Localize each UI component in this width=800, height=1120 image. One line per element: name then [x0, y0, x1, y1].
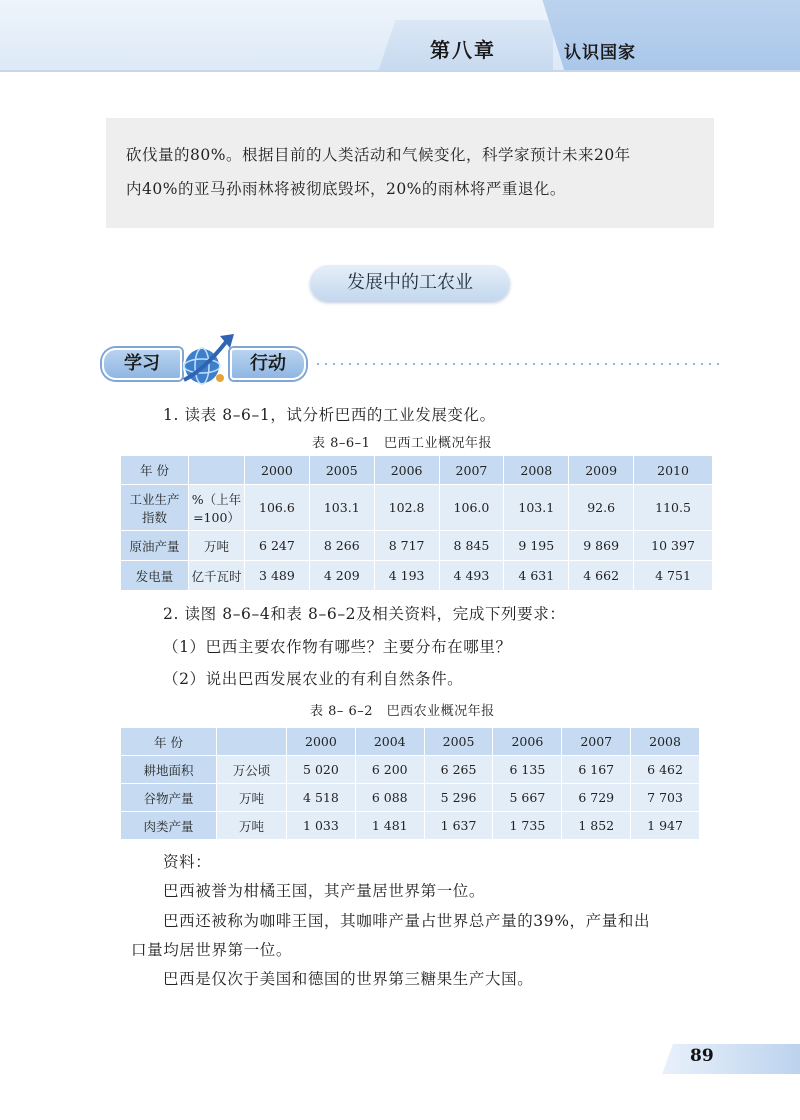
value-cell: 92.6: [569, 485, 634, 531]
value-cell: 103.1: [504, 485, 569, 531]
year-header: 年 份: [121, 456, 189, 485]
value-cell: 9 869: [569, 531, 634, 561]
year-cell: 2009: [569, 456, 634, 485]
year-cell: 2008: [504, 456, 569, 485]
table-row: [121, 812, 700, 840]
value-cell: 8 845: [439, 531, 504, 561]
value-cell: 4 209: [309, 561, 374, 591]
year-cell: 2006: [374, 456, 439, 485]
task-2-q1: （1）巴西主要农作物有哪些？主要分布在哪里？: [163, 638, 512, 656]
row-unit: [189, 485, 245, 531]
industry-table: [120, 455, 713, 591]
study-label: 学习: [102, 348, 182, 380]
value-cell: 6 088: [355, 784, 424, 812]
table-row: [121, 756, 700, 784]
page-number: 89: [690, 1046, 714, 1066]
row-unit: 万公顷: [217, 756, 287, 784]
year-cell: 2005: [309, 456, 374, 485]
row-unit: 亿千瓦时: [189, 561, 245, 591]
materials-p2-line2: 口量均居世界第一位。: [131, 941, 293, 959]
row-label: [121, 485, 189, 531]
year-cell: 2000: [245, 456, 310, 485]
row-label: 耕地面积: [121, 756, 217, 784]
value-cell: 4 631: [504, 561, 569, 591]
value-cell: 6 247: [245, 531, 310, 561]
value-cell: 6 200: [355, 756, 424, 784]
value-cell: 103.1: [309, 485, 374, 531]
value-cell: 3 489: [245, 561, 310, 591]
value-cell: 1 637: [424, 812, 493, 840]
row-unit: 万吨: [189, 531, 245, 561]
value-cell: 5 296: [424, 784, 493, 812]
value-cell: 7 703: [631, 784, 700, 812]
year-header: 年 份: [121, 728, 217, 756]
value-cell: 1 735: [493, 812, 562, 840]
year-cell: 2000: [287, 728, 356, 756]
row-unit-line: =100）: [193, 509, 240, 525]
header-divider: [0, 70, 800, 72]
year-cell: 2004: [355, 728, 424, 756]
year-cell: 2010: [634, 456, 713, 485]
table-header-row: [121, 728, 700, 756]
value-cell: 1 033: [287, 812, 356, 840]
row-label-line: 指数: [141, 509, 167, 525]
materials-p1: 巴西被誉为柑橘王国，其产量居世界第一位。: [163, 882, 486, 900]
value-cell: 8 266: [309, 531, 374, 561]
task-1: 1. 读表 8–6–1，试分析巴西的工业发展变化。: [163, 406, 496, 424]
year-cell: 2008: [631, 728, 700, 756]
row-label-line: 工业生产: [129, 491, 180, 507]
chapter-title: 认识国家: [564, 43, 636, 63]
study-action-banner: [102, 330, 722, 390]
value-cell: 106.6: [245, 485, 310, 531]
value-cell: 110.5: [634, 485, 713, 531]
row-unit-line: %（上年: [191, 491, 242, 507]
value-cell: 6 729: [562, 784, 631, 812]
section-title: 发展中的工农业: [310, 265, 510, 301]
year-cell: 2007: [439, 456, 504, 485]
value-cell: 4 493: [439, 561, 504, 591]
value-cell: 106.0: [439, 485, 504, 531]
table-row: [121, 531, 713, 561]
page-number-bar: [662, 1044, 800, 1074]
chapter-label: 第八章: [430, 38, 496, 62]
unit-header: [189, 456, 245, 485]
table-row: [121, 784, 700, 812]
value-cell: 8 717: [374, 531, 439, 561]
action-label: 行动: [230, 348, 306, 380]
value-cell: 4 751: [634, 561, 713, 591]
table-row: [121, 485, 713, 531]
intro-line-1: 砍伐量的80%。根据目前的人类活动和气候变化，科学家预计未来20年: [126, 146, 631, 164]
task-2-q2: （2）说出巴西发展农业的有利自然条件。: [163, 670, 464, 688]
intro-line-2: 内40%的亚马孙雨林将被彻底毁坏，20%的雨林将严重退化。: [126, 180, 566, 198]
value-cell: 6 167: [562, 756, 631, 784]
row-label: 原油产量: [121, 531, 189, 561]
row-unit: 万吨: [217, 784, 287, 812]
value-cell: 102.8: [374, 485, 439, 531]
value-cell: 4 662: [569, 561, 634, 591]
value-cell: 1 947: [631, 812, 700, 840]
title-tab: [520, 0, 800, 72]
table-row: [121, 561, 713, 591]
value-cell: 4 193: [374, 561, 439, 591]
materials-heading: 资料：: [163, 853, 212, 871]
agriculture-table: [120, 727, 700, 840]
value-cell: 4 518: [287, 784, 356, 812]
value-cell: 6 462: [631, 756, 700, 784]
row-label: 发电量: [121, 561, 189, 591]
page-header: [0, 0, 800, 78]
table-header-row: [121, 456, 713, 485]
value-cell: 1 852: [562, 812, 631, 840]
value-cell: 6 135: [493, 756, 562, 784]
row-label: 谷物产量: [121, 784, 217, 812]
year-cell: 2007: [562, 728, 631, 756]
globe-arrow-icon: [174, 330, 238, 390]
year-cell: 2005: [424, 728, 493, 756]
value-cell: 5 667: [493, 784, 562, 812]
value-cell: 1 481: [355, 812, 424, 840]
value-cell: 6 265: [424, 756, 493, 784]
table-1-caption: 表 8–6–1 巴西工业概况年报: [312, 436, 492, 451]
task-2: 2. 读图 8–6–4和表 8–6–2及相关资料，完成下列要求：: [163, 605, 566, 623]
materials-p2-line1: 巴西还被称为咖啡王国，其咖啡产量占世界总产量的39%，产量和出: [163, 912, 651, 930]
value-cell: 9 195: [504, 531, 569, 561]
row-unit: 万吨: [217, 812, 287, 840]
value-cell: 5 020: [287, 756, 356, 784]
row-label: 肉类产量: [121, 812, 217, 840]
unit-header: [217, 728, 287, 756]
dotted-rule: [314, 363, 722, 365]
year-cell: 2006: [493, 728, 562, 756]
materials-p3: 巴西是仅次于美国和德国的世界第三糖果生产大国。: [163, 970, 534, 988]
intro-box: [106, 118, 714, 228]
table-2-caption: 表 8– 6–2 巴西农业概况年报: [310, 704, 495, 719]
value-cell: 10 397: [634, 531, 713, 561]
